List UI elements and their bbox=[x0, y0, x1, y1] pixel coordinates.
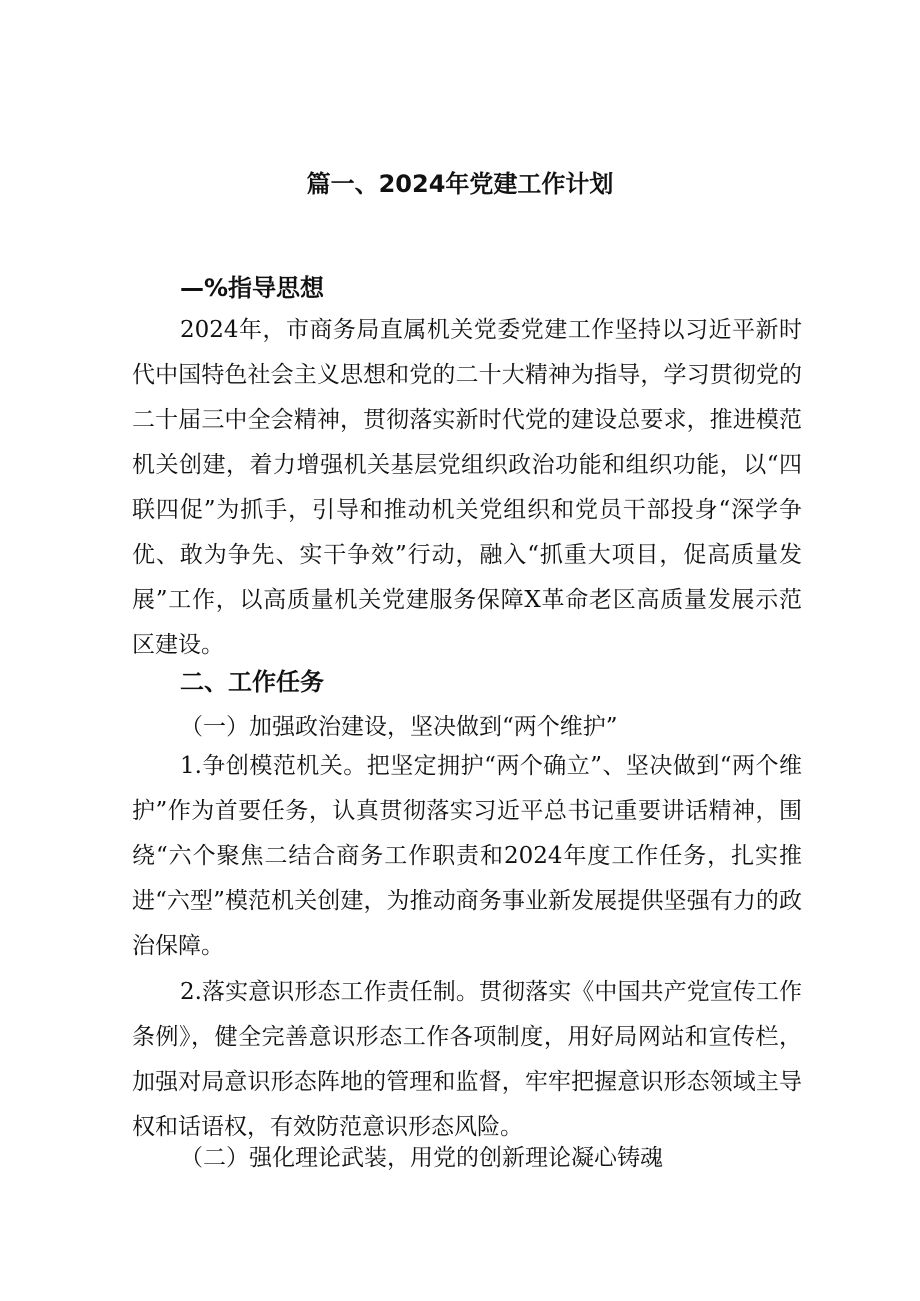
section-heading-guiding-thought: —%指导思想 bbox=[180, 274, 325, 302]
subsection-heading-theory: （二）强化理论武装，用党的创新理论凝心铸魂 bbox=[180, 1145, 663, 1171]
subsection-heading-political-building: （一）加强政治建设，坚决做到“两个维护” bbox=[180, 714, 618, 740]
paragraph-item-2: 2.落实意识形态工作责任制。贯彻落实《中国共产党宣传工作条例》，健全完善意识形态工作各项制度，用好局网站和宣传栏，加强对局意识形态阵地的管理和监督，牢牢把握意识形态领域主导权和话语权，有效防范意识形态风险。 bbox=[132, 979, 802, 1140]
section-heading-work-tasks: 二、工作任务 bbox=[180, 668, 324, 696]
paragraph-item-1: 1.争创模范机关。把坚定拥护“两个确立”、坚决做到“两个维护”作为首要任务，认真贯彻落实习近平总书记重要讲话精神，围绕“六个聚焦二结合商务工作职责和2024年度工作任务，扎实推进“六型”模范机关创建，为推动商务事业新发展提供坚强有力的政治保障。 bbox=[132, 753, 802, 959]
document-title: 篇一、2024年党建工作计划 bbox=[306, 170, 614, 198]
paragraph-guiding-thought: 2024年，市商务局直属机关党委党建工作坚持以习近平新时代中国特色社会主义思想和党的二十大精神为指导，学习贯彻党的二十届三中全会精神，贯彻落实新时代党的建设总要求，推进模范机关创建，着力增强机关基层党组织政治功能和组织功能，以“四联四促”为抓手，引导和推动机关党组织和党员干部投身“深学争优、敢为争先、实干争效”行动，融入“抓重大项目，促高质量发展”工作，以高质量机关党建服务保障X革命老区高质量发展示范区建设。 bbox=[132, 317, 802, 658]
